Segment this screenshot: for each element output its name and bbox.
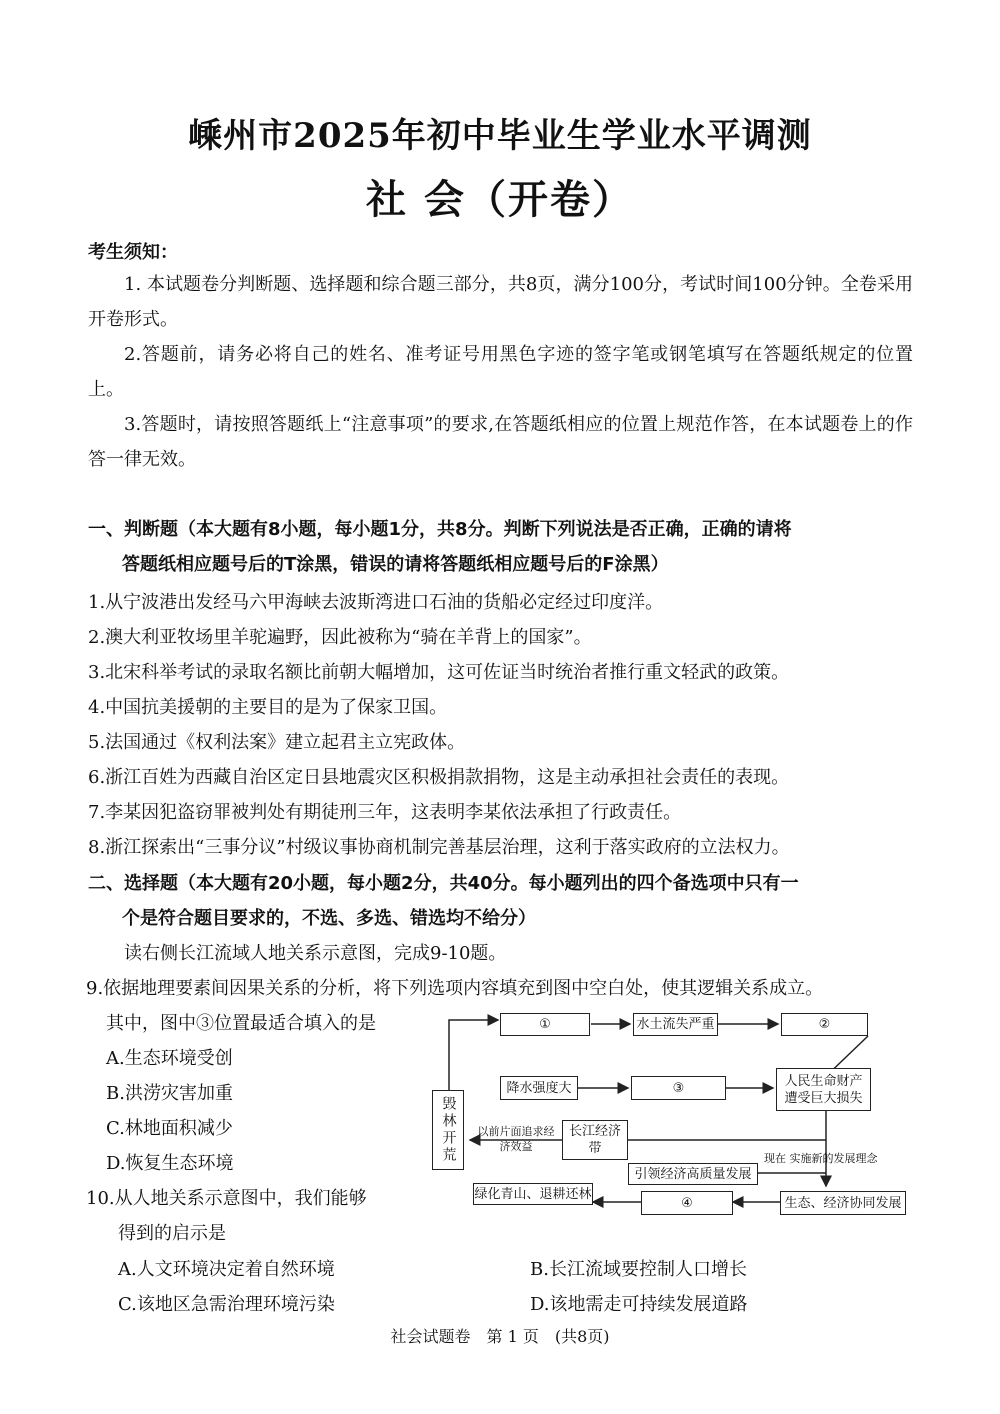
diagram-label-past: 以前片面追求经济效益 (477, 1125, 555, 1153)
question-10-option-d: D.该地需走可持续发展道路 (530, 1294, 748, 1315)
section2-heading-line2: 个是符合题目要求的，不选、多选、错选均不给分） (122, 908, 536, 929)
question-9-stem-line2: 其中，图中③位置最适合填入的是 (106, 1013, 376, 1034)
question-9-option-b: B.洪涝灾害加重 (106, 1083, 233, 1104)
question-9-stem: 9.依据地理要素间因果关系的分析，将下列选项内容填充到图中空白处，使其逻辑关系成立。 (86, 978, 824, 999)
section2-intro: 读右侧长江流域人地关系示意图，完成9-10题。 (124, 943, 507, 964)
question-2: 2.澳大利亚牧场里羊驼遍野，因此被称为“骑在羊背上的国家”。 (88, 627, 592, 648)
question-6: 6.浙江百姓为西藏自治区定日县地震灾区积极捐款捐物，这是主动承担社会责任的表现。 (88, 767, 790, 788)
question-4: 4.中国抗美援朝的主要目的是为了保家卫国。 (88, 697, 448, 718)
question-5: 5.法国通过《权利法案》建立起君主立宪政体。 (88, 732, 466, 753)
diagram-box-eco-economic: 生态、经济协同发展 (780, 1191, 906, 1215)
question-9-option-c: C.林地面积减少 (106, 1118, 233, 1139)
diagram-box-life-property-loss: 人民生命财产遭受巨大损失 (776, 1068, 871, 1111)
notice-heading: 考生须知： (88, 242, 178, 263)
question-10-option-c: C.该地区急需治理环境污染 (118, 1294, 335, 1315)
arrow-deforest-to-1 (449, 1020, 498, 1098)
diagram-label-now: 现在 实施新的发展理念 (764, 1152, 878, 1165)
section2-heading-line1: 二、选择题（本大题有20小题，每小题2分，共40分。每小题列出的四个备选项中只有一 (88, 873, 799, 894)
notice-item-1: 1. 本试题卷分判断题、选择题和综合题三部分，共8页，满分100分，考试时间100分钟。全卷采用开卷形式。 (88, 274, 913, 330)
diagram-box-greening: 绿化青山、退耕还林 (473, 1183, 593, 1205)
human-land-relationship-diagram (428, 1008, 918, 1228)
question-7: 7.李某因犯盗窃罪被判处有期徒刑三年，这表明李某依法承担了行政责任。 (88, 802, 682, 823)
diagram-box-3: ③ (631, 1076, 726, 1100)
diagram-box-rainfall: 降水强度大 (500, 1076, 578, 1100)
exam-title: 嵊州市2025年初中毕业生学业水平调测 (188, 116, 812, 156)
section1-heading-line1: 一、判断题（本大题有8小题，每小题1分，共8分。判断下列说法是否正确，正确的请将 (88, 519, 792, 540)
diagram-box-deforestation: 毁林开荒 (432, 1090, 464, 1170)
diagram-box-yangtze-economic-belt: 长江经济带 (562, 1120, 628, 1160)
question-8: 8.浙江探索出“三事分议”村级议事协商机制完善基层治理，这利于落实政府的立法权力。 (88, 837, 790, 858)
question-10-option-a: A.人文环境决定着自然环境 (118, 1259, 335, 1280)
question-10-option-b: B.长江流域要控制人口增长 (530, 1259, 747, 1280)
section1-heading-line2: 答题纸相应题号后的T涂黑，错误的请将答题纸相应题号后的F涂黑） (122, 554, 669, 575)
question-3: 3.北宋科举考试的录取名额比前朝大幅增加，这可佐证当时统治者推行重文轻武的政策。 (88, 662, 790, 683)
diagram-box-2: ② (781, 1013, 868, 1036)
page-footer: 社会试题卷 第 1 页 (共8页) (390, 1327, 610, 1346)
question-10-stem-line2: 得到的启示是 (118, 1223, 226, 1244)
diagram-box-1: ① (500, 1013, 590, 1036)
question-9-option-a: A.生态环境受创 (106, 1048, 233, 1069)
question-10-stem: 10.从人地关系示意图中，我们能够 (86, 1188, 367, 1209)
subject-title: 社 会（开卷） (366, 177, 634, 223)
question-9-option-d: D.恢复生态环境 (106, 1153, 234, 1174)
notice-item-2: 2.答题前，请务必将自己的姓名、准考证号用黑色字迹的签字笔或钢笔填写在答题纸规定的位置上。 (88, 344, 913, 400)
diagram-box-soil-erosion: 水土流失严重 (633, 1013, 718, 1036)
section1-heading (88, 512, 918, 582)
section2-heading (88, 866, 918, 936)
diagram-box-high-quality-development: 引领经济高质量发展 (628, 1163, 758, 1185)
diagram-box-4: ④ (641, 1191, 733, 1215)
notice-item-3: 3.答题时，请按照答题纸上“注意事项”的要求,在答题纸相应的位置上规范作答，在本试题卷上的作答一律无效。 (88, 414, 913, 470)
question-1: 1.从宁波港出发经马六甲海峡去波斯湾进口石油的货船必定经过印度洋。 (88, 592, 664, 613)
